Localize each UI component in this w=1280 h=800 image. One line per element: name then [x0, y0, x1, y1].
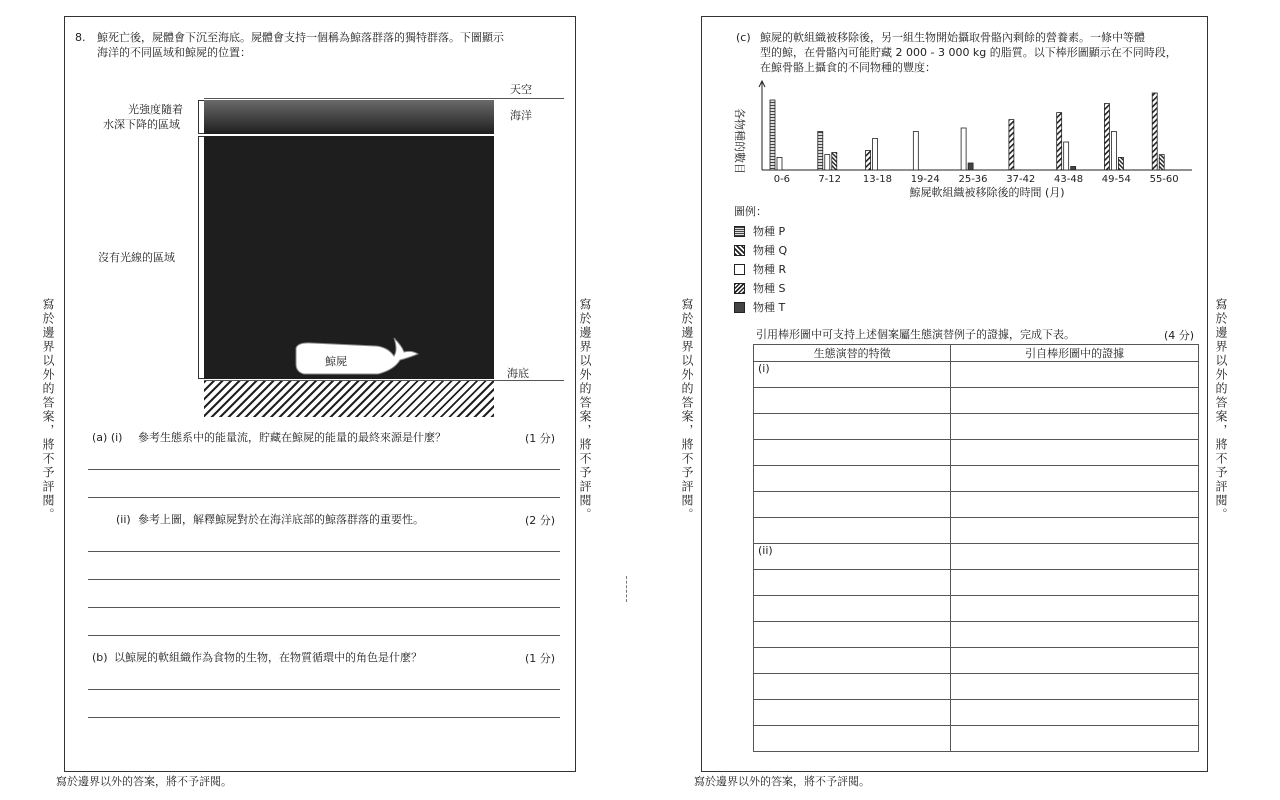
bar: [961, 128, 966, 170]
x-tick-label: 25-36: [958, 174, 988, 185]
dark-zone-bracket: [198, 136, 204, 379]
whale-carcass-icon: [290, 334, 420, 380]
bar: [1057, 113, 1062, 170]
table-cell[interactable]: [754, 388, 951, 414]
legend-label: 物種 S: [753, 282, 786, 295]
q-b-label: (b): [92, 651, 108, 664]
table-cell[interactable]: [754, 518, 951, 544]
table-cell[interactable]: [754, 700, 951, 726]
left-footer: 寫於邊界以外的答案，將不予評閱。: [56, 775, 232, 788]
species-abundance-chart: [722, 78, 1202, 202]
q-b-text: 以鯨屍的軟組織作為食物的生物，在物質循環中的角色是什麼？: [114, 651, 422, 664]
answer-line[interactable]: [88, 607, 560, 608]
q-c-label: (c): [736, 31, 751, 44]
bar: [873, 139, 878, 171]
legend-title: 圖例：: [734, 205, 767, 218]
x-tick-label: 19-24: [910, 174, 940, 185]
bar: [1009, 120, 1014, 170]
answer-line[interactable]: [88, 689, 560, 690]
q-c-line-2: 型的鯨，在骨骼內可能貯藏 2 000 - 3 000 kg 的脂質。以下棒形圖顯示在不同時段，: [760, 46, 1177, 59]
table-row: [754, 544, 1199, 570]
question-intro-line-2: 海洋的不同區域和鯨屍的位置：: [97, 46, 251, 59]
table-row: [754, 570, 1199, 596]
row-label-i: (i): [758, 362, 770, 375]
bar: [1064, 142, 1069, 170]
y-axis-label: 各物種的數目: [733, 108, 746, 174]
table-cell[interactable]: [951, 466, 1199, 492]
q-b-marks: (1 分): [525, 652, 556, 665]
bar: [1111, 132, 1116, 171]
legend-item-p: [734, 223, 785, 239]
bar: [818, 132, 823, 171]
table-cell[interactable]: [951, 544, 1199, 570]
legend-item-r: [734, 261, 786, 277]
table-cell[interactable]: [951, 648, 1199, 674]
label-dark-zone: 沒有光線的區域: [98, 251, 175, 264]
table-row: [754, 492, 1199, 518]
table-row: [754, 388, 1199, 414]
table-row: [754, 466, 1199, 492]
label-light-zone-2: 水深下降的區域: [103, 118, 180, 131]
table-row: [754, 700, 1199, 726]
row-label-ii: (ii): [758, 544, 773, 557]
table-cell[interactable]: [754, 648, 951, 674]
table-cell[interactable]: [754, 726, 951, 752]
question-number: 8.: [75, 31, 86, 44]
table-cell[interactable]: [951, 700, 1199, 726]
x-tick-label: 43-48: [1054, 174, 1084, 185]
label-carcass: 鯨屍: [325, 355, 347, 368]
table-cell[interactable]: [951, 414, 1199, 440]
legend-swatch-s: [734, 283, 745, 294]
legend-label: 物種 R: [753, 263, 787, 276]
table-instruction: 引用棒形圖中可支持上述個案屬生態演替例子的證據，完成下表。: [756, 328, 1075, 341]
table-cell[interactable]: [754, 622, 951, 648]
table-cell[interactable]: [754, 492, 951, 518]
q-c-line-1: 鯨屍的軟組織被移除後，另一組生物開始攝取骨骼內剩餘的營養素。一條中等體: [760, 31, 1145, 44]
x-tick-label: 49-54: [1101, 174, 1131, 185]
answer-line[interactable]: [88, 717, 560, 718]
bar: [770, 100, 775, 170]
label-ocean: 海洋: [510, 109, 532, 122]
table-cell[interactable]: [951, 726, 1199, 752]
table-header-row: [754, 345, 1199, 362]
table-cell[interactable]: [951, 596, 1199, 622]
bar: [1159, 155, 1164, 170]
table-cell[interactable]: [754, 466, 951, 492]
right-margin-note: 寫於邊界以外的答案，將不予評閱。: [1214, 298, 1228, 522]
table-cell[interactable]: [951, 518, 1199, 544]
table-row: [754, 414, 1199, 440]
x-tick-label: 13-18: [862, 174, 892, 185]
table-cell[interactable]: [951, 388, 1199, 414]
legend-item-s: [734, 280, 785, 296]
table-row: [754, 726, 1199, 752]
table-cell[interactable]: [951, 440, 1199, 466]
table-row: [754, 518, 1199, 544]
table-instruction-marks: (4 分): [1164, 329, 1195, 342]
legend-swatch-t: [734, 302, 745, 313]
seafloor-sediment: [204, 381, 494, 417]
answer-line[interactable]: [88, 579, 560, 580]
table-cell[interactable]: [754, 440, 951, 466]
legend-label: 物種 T: [753, 301, 786, 314]
bar: [1104, 104, 1109, 171]
bar: [1118, 157, 1123, 170]
q-a-ii-marks: (2 分): [525, 514, 556, 527]
label-seafloor: 海底: [507, 367, 529, 380]
legend-label: 物種 P: [753, 225, 786, 238]
right-page-left-margin-note: 寫於邊界以外的答案，將不予評閱。: [680, 298, 694, 522]
table-row: [754, 596, 1199, 622]
q-c-line-3: 在鯨骨骼上攝食的不同物種的豐度：: [760, 61, 936, 74]
x-tick-label: 37-42: [1006, 174, 1036, 185]
table-cell[interactable]: [951, 492, 1199, 518]
table-cell[interactable]: [754, 674, 951, 700]
legend-swatch-r: [734, 264, 745, 275]
table-header-evidence: 引自棒形圖中的證據: [951, 345, 1199, 362]
light-zone-bracket: [198, 100, 204, 134]
bar: [968, 163, 973, 170]
legend-item-t: [734, 299, 785, 315]
table-cell[interactable]: [754, 544, 951, 570]
table-cell[interactable]: [951, 570, 1199, 596]
answer-line[interactable]: [88, 635, 560, 636]
table-row: [754, 622, 1199, 648]
bar: [777, 157, 782, 170]
legend-swatch-q: [734, 245, 745, 256]
table-cell[interactable]: [951, 362, 1199, 388]
evidence-table: [753, 344, 1199, 752]
left-margin-note: 寫於邊界以外的答案，將不予評閱。: [41, 298, 55, 522]
x-tick-label: 55-60: [1149, 174, 1179, 185]
table-cell[interactable]: [951, 674, 1199, 700]
q-a-ii-label: (ii): [116, 513, 131, 526]
table-cell[interactable]: [754, 362, 951, 388]
bar: [832, 153, 837, 171]
legend-swatch-p: [734, 226, 745, 237]
table-cell[interactable]: [951, 622, 1199, 648]
bar: [1152, 93, 1157, 170]
answer-line[interactable]: [88, 497, 560, 498]
table-row: [754, 674, 1199, 700]
left-page-right-margin-note: 寫於邊界以外的答案，將不予評閱。: [578, 298, 592, 522]
bar: [866, 150, 871, 170]
bar: [825, 155, 830, 170]
bar: [1071, 167, 1076, 171]
legend-label: 物種 Q: [753, 244, 788, 257]
answer-line[interactable]: [88, 551, 560, 552]
q-a-i-label: (a) (i): [92, 431, 123, 444]
q-a-i-marks: (1 分): [525, 432, 556, 445]
question-intro-line-1: 鯨死亡後，屍體會下沉至海底。屍體會支持一個稱為鯨落群落的獨特群落。下圖顯示: [97, 31, 504, 44]
q-a-ii-text: 參考上圖，解釋鯨屍對於在海洋底部的鯨落群落的重要性。: [138, 513, 424, 526]
q-a-i-text: 參考生態系中的能量流，貯藏在鯨屍的能量的最終來源是什麼？: [138, 431, 446, 444]
page-divider-mark: [626, 576, 628, 602]
table-row: [754, 440, 1199, 466]
table-row: [754, 362, 1199, 388]
x-tick-label: 7-12: [818, 174, 842, 185]
label-light-zone-1: 光強度隨着: [128, 103, 183, 116]
sea-surface-line: [204, 98, 564, 99]
table-cell[interactable]: [754, 596, 951, 622]
right-footer: 寫於邊界以外的答案，將不予評閱。: [694, 775, 870, 788]
label-sky: 天空: [510, 83, 532, 96]
table-row: [754, 648, 1199, 674]
bar: [913, 132, 918, 171]
ocean-light-zone: [204, 100, 494, 134]
x-tick-label: 0-6: [773, 174, 791, 185]
answer-line[interactable]: [88, 469, 560, 470]
x-axis-label: 鯨屍軟組織被移除後的時間 (月): [909, 186, 1065, 199]
table-header-feature: 生態演替的特徵: [754, 345, 951, 362]
table-cell[interactable]: [754, 570, 951, 596]
legend-item-q: [734, 242, 787, 258]
table-cell[interactable]: [754, 414, 951, 440]
